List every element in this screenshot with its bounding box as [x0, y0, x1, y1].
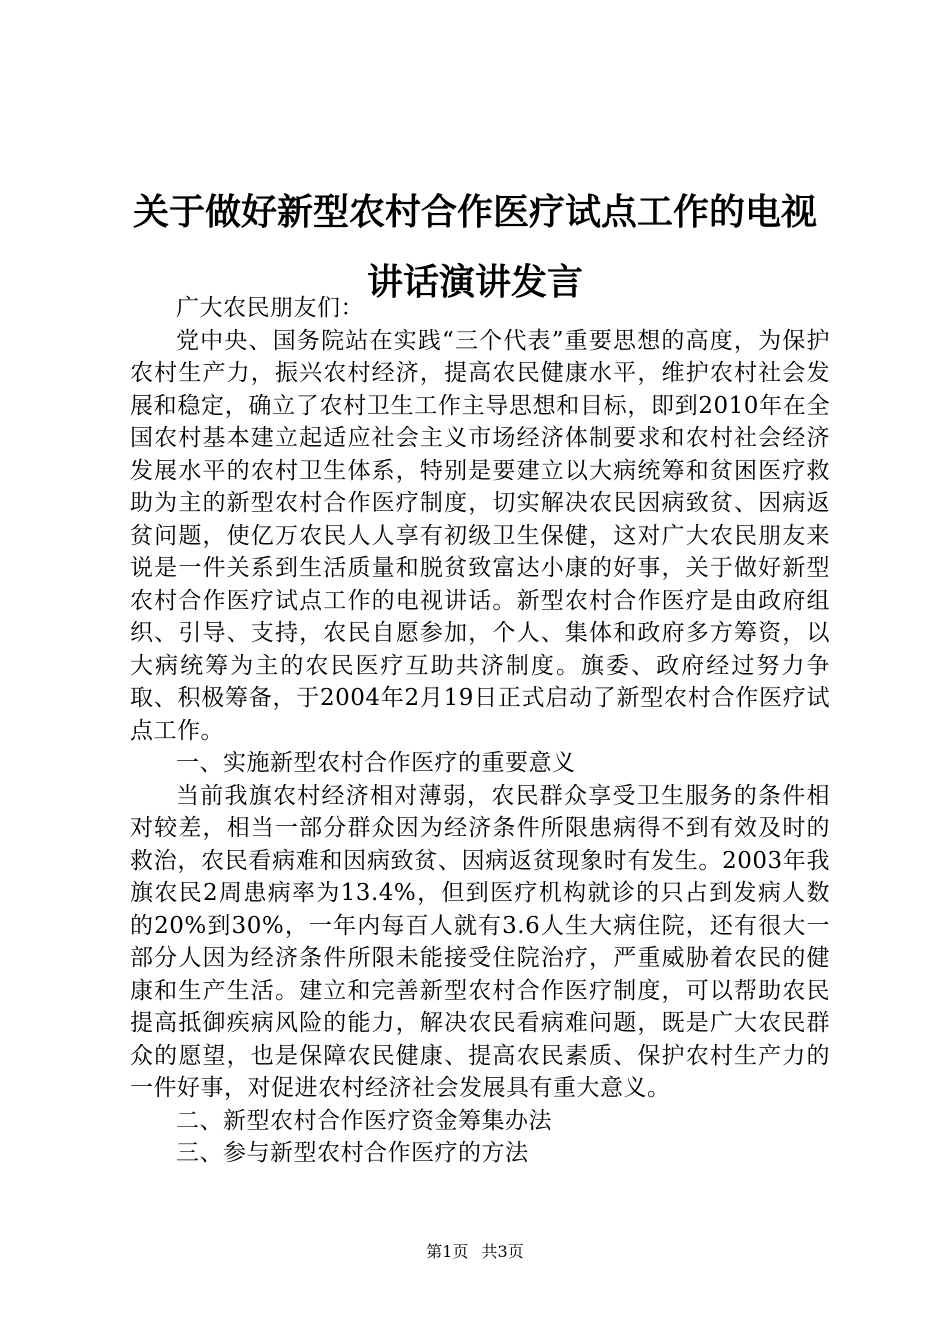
page-footer: [0, 1242, 950, 1262]
paragraph-intro: 党中央、国务院站在实践“三个代表”重要思想的高度，为保护农村生产力，振兴农村经济，提高农民健康水平，维护农村社会发展和稳定，确立了农村卫生工作主导思想和目标，即到2010年在全国农村基本建立起适应社会主义市场经济体制要求和农村社会经济发展水平的农村卫生体系，特别是要建立以大病统筹和贫困医疗救助为主的新型农村合作医疗制度，切实解决农民因病致贫、因病返贫问题，使亿万农民人人享有初级卫生保健，这对广大农民朋友来说是一件关系到生活质量和脱贫致富达小康的好事，关于做好新型农村合作医疗试点工作的电视讲话。新型农村合作医疗是由政府组织、引导、支持，农民自愿参加，个人、集体和政府多方筹资，以大病统筹为主的农民医疗互助共济制度。旗委、政府经过努力争取、积极筹备，于2004年2月19日正式启动了新型农村合作医疗试点工作。: [130, 327, 830, 744]
page-number-current: 第1页: [426, 1242, 469, 1261]
document-body: [130, 292, 830, 1170]
document-title: 关于做好新型农村合作医疗试点工作的电视讲话演讲发言: [132, 192, 817, 303]
section-heading-3: 三、参与新型农村合作医疗的方法: [176, 1140, 529, 1166]
page-number-total: 共3页: [481, 1242, 524, 1261]
section-heading-1: 一、实施新型农村合作医疗的重要意义: [176, 750, 576, 776]
paragraph-section-1: 当前我旗农村经济相对薄弱，农民群众享受卫生服务的条件相对较差，相当一部分群众因为经济条件所限患病得不到有效及时的救治，农民看病难和因病致贫、因病返贫现象时有发生。2003年我旗农民2周患病率为13.4%，但到医疗机构就诊的只占到发病人数的20%到30%，一年内每百人就有3.6人生大病住院，还有很大一部分人因为经济条件所限未能接受住院治疗，严重威胁着农民的健康和生产生活。建立和完善新型农村合作医疗制度，可以帮助农民提高抵御疾病风险的能力，解决农民看病难问题，既是广大农民群众的愿望，也是保障农民健康、提高农民素质、保护农村生产力的一件好事，对促进农村经济社会发展具有重大意义。: [130, 782, 830, 1101]
section-heading-2: 二、新型农村合作医疗资金筹集办法: [176, 1107, 552, 1134]
greeting: 广大农民朋友们：: [176, 295, 364, 321]
